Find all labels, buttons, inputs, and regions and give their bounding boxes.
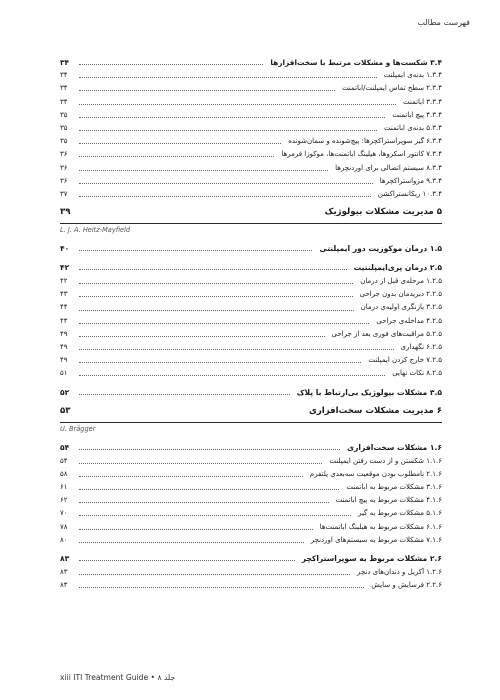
toc-entry[interactable] (60, 109, 442, 122)
leader (79, 515, 351, 516)
toc-entry-page: ۴۳ (60, 290, 68, 299)
toc-entry-label: ۴.۲.۵ مداخله‌ی جراحی (376, 316, 442, 325)
toc-entry[interactable] (60, 162, 442, 175)
toc-entry-page: ۵۱ (60, 369, 68, 378)
leader (79, 574, 350, 575)
toc-entry[interactable] (60, 148, 442, 161)
toc-entry-label: ۲.۶ مشکلات مربوط به سوپراستراکچر (301, 553, 442, 563)
toc-entry[interactable] (60, 82, 442, 95)
toc-entry-label: ۲.۲.۶ فرسایش و سایش (371, 581, 442, 590)
toc-entry-page: ۳۵ (60, 123, 68, 132)
toc-entry[interactable] (60, 440, 442, 455)
chapter-author: L. J. A. Heitz-Mayfield (60, 226, 131, 235)
toc-entry-page: ۳۶ (60, 150, 68, 159)
toc-entry-page: ۴۰ (60, 244, 70, 254)
toc-entry[interactable] (60, 385, 442, 400)
toc-entry-label: ۷.۳.۴ کانتور اسکروها، هیلینگ اباتمنت‌ها، موکوزا فرمرها (281, 150, 442, 159)
toc-entry[interactable] (60, 468, 442, 481)
toc-entry-label: ۳.۴ شکست‌ها و مشکلات مرتبط با سخت‌افزارها (270, 58, 442, 67)
toc-entry-label: ۳.۳.۴ اباتمنت (403, 97, 442, 106)
leader (79, 130, 377, 131)
toc-entry-label: ۳.۵ مشکلات بیولوژیک بی‌ارتباط با پلاک (296, 387, 442, 397)
toc-entry-page: ۴۹ (60, 356, 68, 365)
chapter-author: U. Brägger (60, 424, 96, 433)
leader (79, 90, 335, 91)
toc-entry[interactable] (60, 341, 442, 354)
toc-group-2 (60, 241, 442, 400)
leader (79, 104, 396, 105)
toc-entry-page: ۴۹ (60, 329, 68, 338)
toc-entry[interactable] (60, 175, 442, 188)
toc-entry-page: ۴۲ (60, 263, 70, 273)
toc-entry-page: ۵۸ (60, 469, 68, 478)
toc-group-3 (60, 440, 442, 593)
toc-entry-page: ۳۵ (60, 137, 68, 146)
chapter-page-number: ۵۳ (60, 405, 71, 416)
toc-entry-page: ۳۵ (60, 110, 68, 119)
toc-entry-label: ۱.۱.۶ شکستن و از دست رفتن ایمپلنت (329, 456, 442, 465)
chapter-5-heading[interactable] (60, 204, 442, 221)
toc-entry-page: ۶۱ (60, 482, 68, 491)
leader (79, 476, 303, 477)
toc-entry-page: ۳۴ (60, 58, 70, 67)
leader (79, 336, 325, 337)
toc-entry-page: ۷۰ (60, 509, 68, 518)
toc-entry[interactable] (60, 566, 442, 579)
toc-entry-label: ۱.۲.۵ مرحله‌ی قبل از درمان (360, 277, 442, 286)
toc-entry-label: ۵.۳.۴ بدنه‌ی اباتمنت (384, 123, 442, 132)
toc-entry-label: ۴.۳.۴ پیچ اباتمنت (392, 110, 442, 119)
toc-entry[interactable] (60, 521, 442, 534)
chapter-6-heading[interactable] (60, 403, 442, 420)
leader (79, 196, 371, 197)
toc-entry-label: ۹.۳.۴ مزواستراکچرها (379, 176, 442, 185)
leader (79, 560, 295, 561)
toc-entry[interactable] (60, 275, 442, 288)
toc-entry-page: ۸۳ (60, 553, 70, 563)
toc-entry[interactable] (60, 579, 442, 592)
leader (79, 156, 274, 157)
leader (79, 250, 312, 251)
toc-entry-label: ۷.۲.۵ خارج کردن ایمپلنت (368, 356, 442, 365)
toc-entry-label: ۱.۳.۴ بدنه‌ی ایمپلنت (383, 71, 442, 80)
toc-entry-page: ۴۹ (60, 343, 68, 351)
toc-entry[interactable] (60, 288, 442, 301)
toc-entry[interactable] (60, 367, 442, 380)
toc-entry-label: ۳.۱.۶ مشکلات مربوط به اباتمنت (346, 482, 442, 491)
toc-entry[interactable] (60, 354, 442, 367)
toc-entry-page: ۸۴ (60, 581, 68, 590)
toc-entry-label: ۶.۲.۵ نگهداری (400, 343, 442, 351)
leader (79, 269, 347, 270)
toc-entry-page: ۴۴ (60, 316, 68, 325)
chapter-label: ۶ مدیریت مشکلات سخت‌افزاری (308, 405, 442, 416)
toc-entry-label: ۴.۱.۶ مشکلات مربوط به پیچ اباتمنت (335, 496, 442, 505)
chapter-label: ۵ مدیریت مشکلات بیولوژیک (324, 207, 442, 218)
toc-entry-label: ۲.۱.۶ نامطلوب بودن موقعیت سه‌بعدی پلتفرم (309, 469, 442, 478)
toc-entry-page: ۵۲ (60, 387, 70, 397)
toc-entry-label: ۲.۵ درمان پری‌ایمپلنتیت (353, 263, 442, 273)
toc-entry-label: ۸.۲.۵ نکات نهایی (392, 369, 442, 378)
toc-entry-label: ۱.۲.۶ آکریل و دندان‌های دنچر (357, 567, 442, 576)
chapter-page-number: ۳۹ (60, 207, 71, 218)
toc-entry-label: ۶.۳.۴ گیر سوپراستراکچرها: پیچ‌شونده و سمان‌شونده (288, 137, 442, 146)
toc-entry-page: ۴۲ (60, 277, 68, 286)
toc-entry-page: ۵۴ (60, 442, 70, 452)
leader (79, 362, 361, 363)
toc-entry[interactable] (60, 534, 442, 547)
toc-group-1 (60, 56, 442, 201)
toc-entry[interactable] (60, 260, 442, 275)
leader (79, 463, 322, 464)
toc-entry-page: ۳۶ (60, 176, 68, 185)
leader (79, 64, 263, 65)
toc-entry-page: ۸۰ (60, 535, 68, 544)
table-of-contents (60, 56, 442, 592)
toc-entry-page: ۳۷ (60, 189, 68, 198)
toc-entry-page: ۵۴ (60, 456, 68, 465)
toc-entry[interactable] (60, 328, 442, 341)
page-footer: xiii ITI Treatment Guide • جلد ۸ (60, 673, 176, 682)
toc-entry-label: ۱.۶ مشکلات سخت‌افزاری (347, 442, 442, 452)
toc-entry[interactable] (60, 481, 442, 494)
leader (79, 502, 329, 503)
leader (79, 529, 313, 530)
toc-entry-page: ۳۴ (60, 71, 68, 80)
toc-entry-page: ۸۳ (60, 567, 68, 576)
toc-entry-label: ۸.۳.۴ سیستم اتصالی برای اوردنچرها (335, 163, 442, 172)
leader (79, 296, 353, 297)
toc-entry-page: ۴۴ (60, 303, 68, 312)
toc-entry[interactable] (60, 241, 442, 256)
toc-entry-label: ۵.۲.۵ مراقبت‌های فوری بعد از جراحی (331, 329, 442, 338)
toc-entry-label: ۶.۱.۶ مشکلات مربوط به هیلینگ اباتمنت‌ها (319, 522, 442, 531)
toc-entry[interactable] (60, 507, 442, 520)
leader (79, 394, 290, 395)
toc-entry-label: ۳.۲.۵ بازنگری اولیه‌ی درمان (360, 303, 442, 312)
leader (79, 170, 328, 171)
toc-entry-label: ۵.۱.۶ مشکلات مربوط به گیر (358, 509, 442, 518)
toc-entry[interactable] (60, 122, 442, 135)
leader (79, 310, 354, 311)
leader (79, 349, 394, 350)
toc-entry[interactable] (60, 188, 442, 201)
page-header-title: فهرست مطالب (417, 18, 470, 27)
leader (79, 77, 377, 78)
toc-entry[interactable] (60, 69, 442, 82)
toc-entry-page: ۳۴ (60, 84, 68, 93)
toc-entry-page: ۳۶ (60, 163, 68, 172)
leader (79, 323, 369, 324)
toc-entry-page: ۷۸ (60, 522, 68, 531)
toc-entry-page: ۳۴ (60, 97, 68, 106)
toc-entry[interactable] (60, 96, 442, 109)
toc-entry[interactable] (60, 455, 442, 468)
toc-entry[interactable] (60, 551, 442, 566)
toc-entry[interactable] (60, 494, 442, 507)
toc-entry-label: ۲.۳.۴ سطح تماس ایمپلنت/اباتمنت (342, 84, 442, 93)
leader (79, 117, 385, 118)
toc-entry-label: ۱۰.۳.۴ ریکانستراکشن (377, 189, 442, 198)
toc-entry-label: ۲.۲.۵ دبریدمان بدون جراحی (359, 290, 442, 299)
leader (79, 143, 281, 144)
toc-entry-page: ۶۲ (60, 496, 68, 505)
toc-entry[interactable] (60, 315, 442, 328)
leader (79, 375, 385, 376)
toc-entry[interactable] (60, 301, 442, 314)
leader (79, 283, 353, 284)
toc-entry-label: ۷.۱.۶ مشکلات مربوط به سیستم‌های اوردنچر (310, 535, 442, 544)
leader (79, 449, 340, 450)
leader (79, 542, 304, 543)
leader (79, 489, 339, 490)
leader (79, 183, 373, 184)
toc-entry[interactable] (60, 56, 442, 69)
leader (79, 587, 364, 588)
toc-entry[interactable] (60, 135, 442, 148)
toc-entry-label: ۱.۵ درمان موکوزیت دور ایمپلنتی (319, 244, 442, 254)
